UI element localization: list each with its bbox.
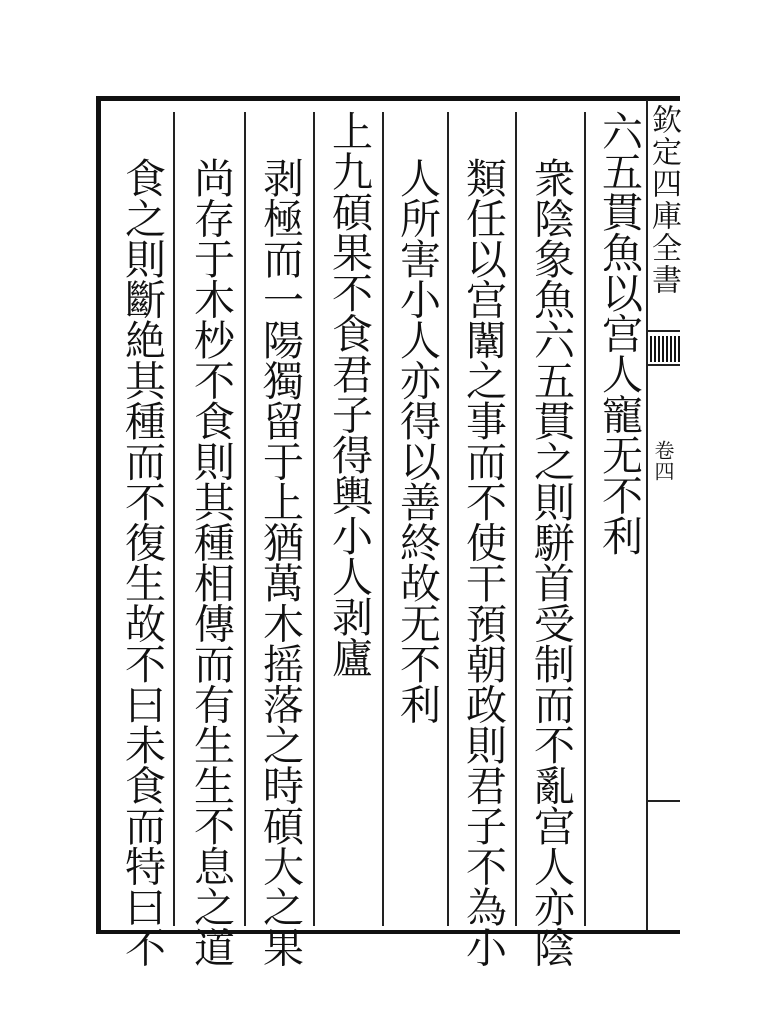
column-rule: [447, 112, 449, 926]
column-rule: [382, 112, 384, 926]
text-column-2: 衆陰象魚六五貫之則駢首受制而不亂宫人亦陰: [527, 157, 575, 967]
text-column-1: 六五貫魚以宫人寵无不利: [595, 110, 643, 556]
margin-divider: [648, 364, 680, 366]
text-column-3: 類任以宫闈之事而不使干預朝政則君子不為小: [459, 157, 507, 967]
book-title: 欽定四庫全書: [646, 104, 681, 296]
margin-divider: [648, 330, 680, 332]
fish-tail-mark: [650, 336, 680, 362]
page-frame: [96, 96, 680, 934]
column-rule: [584, 112, 586, 926]
text-column-7: 尚存于木杪不食則其種相傳而有生生不息之道: [187, 157, 235, 967]
text-column-8: 食之則斷絶其種而不復生故不曰未食而特曰不: [118, 157, 166, 967]
column-rule: [313, 112, 315, 926]
text-column-4: 人所害小人亦得以善終故无不利: [393, 157, 441, 724]
text-column-6: 剥極而一陽獨留于上猶萬木摇落之時碩大之果: [256, 157, 304, 967]
text-column-5: 上九碩果不食君子得輿小人剥廬: [325, 110, 373, 677]
column-rule: [173, 112, 175, 926]
column-rule: [244, 112, 246, 926]
column-rule: [515, 112, 517, 926]
volume-label: 卷四: [651, 440, 675, 482]
margin-divider: [648, 800, 680, 802]
